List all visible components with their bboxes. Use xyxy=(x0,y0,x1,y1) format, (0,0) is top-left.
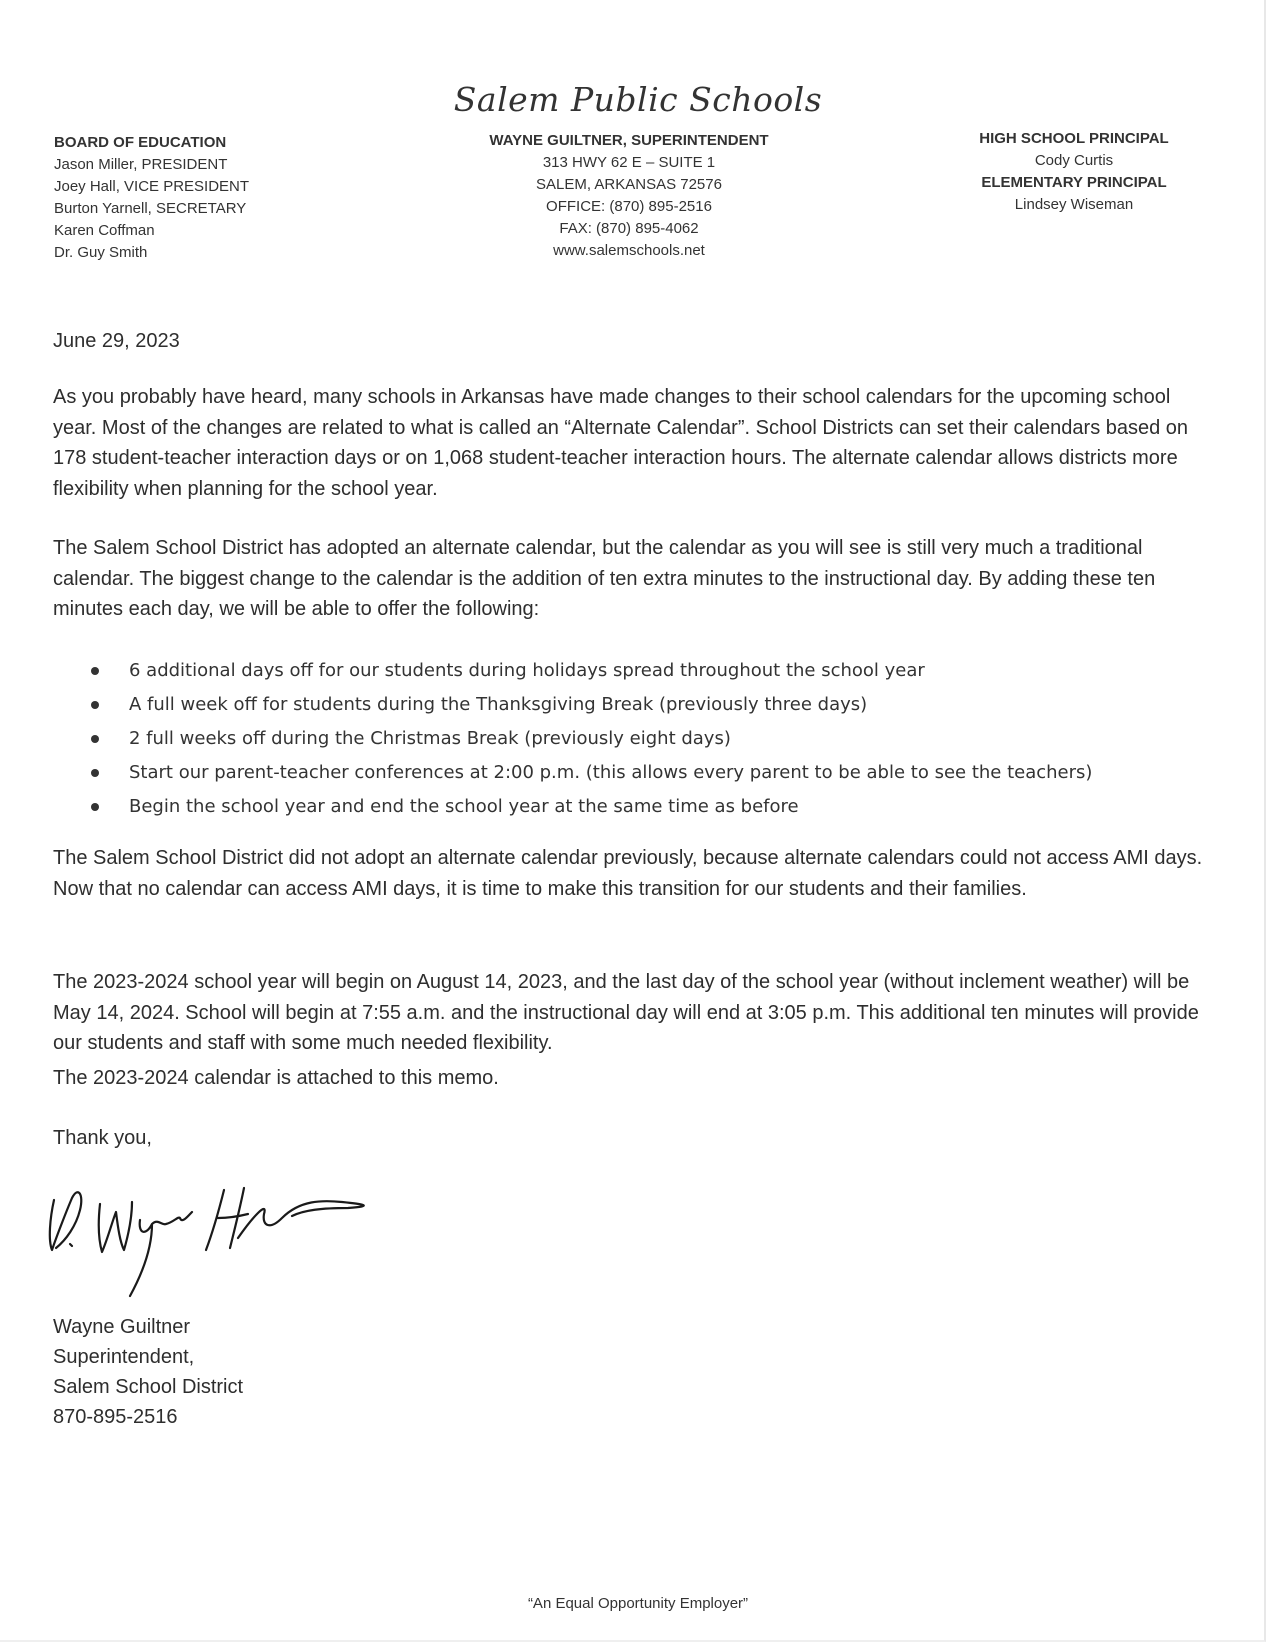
paragraph-calendar-attached: The 2023-2024 calendar is attached to this memo. xyxy=(53,1067,499,1089)
office-phone: OFFICE: (870) 895-2516 xyxy=(546,198,712,215)
paragraph-salem-adoption: The Salem School District has adopted an alternate calendar, but the calendar as you will see is still very much a traditional calendar. The biggest change to the calendar is the addition of ten extra minutes to the instructional day. By adding these ten minutes each day, we will be able to offer the following: xyxy=(53,537,1156,620)
board-member: Karen Coffman xyxy=(54,222,155,239)
board-member: Burton Yarnell, SECRETARY xyxy=(54,200,247,217)
list-item xyxy=(87,760,1092,794)
letter-date: June 29, 2023 xyxy=(53,330,180,352)
principals-column xyxy=(958,128,1190,216)
signer-block xyxy=(53,1312,243,1432)
closing: Thank you, xyxy=(53,1127,152,1149)
benefits-list xyxy=(87,658,1092,828)
website-link[interactable]: www.salemschools.net xyxy=(553,242,705,259)
bullet-icon xyxy=(91,701,99,709)
bullet-icon xyxy=(91,667,99,675)
paragraph-school-year-dates: The 2023-2024 school year will begin on August 14, 2023, and the last day of the school year (without inclement weather) will be May 14, 2024. School will begin at 7:55 a.m. and the instructional day will end at 3:05 p.m. This additional ten minutes will provide our students and staff with some much needed flexibility. xyxy=(53,971,1199,1054)
bullet-icon xyxy=(91,803,99,811)
bullet-icon xyxy=(91,769,99,777)
signer-name: Wayne Guiltner xyxy=(53,1316,191,1338)
list-item-text: 6 additional days off for our students during holidays spread throughout the school year xyxy=(129,660,925,681)
office-fax: FAX: (870) 895-4062 xyxy=(559,220,699,237)
paragraph-ami-days: The Salem School District did not adopt an alternate calendar previously, because alternate calendars could not access AMI days. Now that no calendar can access AMI days, it is time to make this transition for our students and their families. xyxy=(53,847,1203,900)
letterhead-title: Salem Public Schools xyxy=(453,80,823,119)
office-address-line: 313 HWY 62 E – SUITE 1 xyxy=(542,154,716,171)
signer-title: Superintendent, xyxy=(53,1346,195,1368)
list-item-text: Begin the school year and end the school year at the same time as before xyxy=(129,796,799,817)
signature xyxy=(42,1178,382,1308)
board-member: Dr. Guy Smith xyxy=(54,244,148,261)
superintendent-heading: WAYNE GUILTNER, SUPERINTENDENT xyxy=(489,132,769,149)
list-item xyxy=(87,726,1092,760)
office-address-line: SALEM, ARKANSAS 72576 xyxy=(536,176,722,193)
list-item xyxy=(87,692,1092,726)
list-item-text: Start our parent-teacher conferences at 2:00 p.m. (this allows every parent to be able to see the teachers) xyxy=(129,762,1093,783)
board-member: Joey Hall, VICE PRESIDENT xyxy=(54,178,250,195)
high-school-principal-name: Cody Curtis xyxy=(1034,152,1114,169)
superintendent-office-column xyxy=(455,130,803,262)
list-item-text: A full week off for students during the Thanksgiving Break (previously three days) xyxy=(129,694,868,715)
list-item xyxy=(87,658,1092,692)
signer-phone: 870-895-2516 xyxy=(53,1406,178,1428)
board-member: Jason Miller, PRESIDENT xyxy=(54,156,228,173)
board-of-education-column xyxy=(54,132,249,264)
elementary-principal-heading: ELEMENTARY PRINCIPAL xyxy=(981,174,1167,191)
bullet-icon xyxy=(91,735,99,743)
list-item-text: 2 full weeks off during the Christmas Break (previously eight days) xyxy=(129,728,731,749)
board-heading: BOARD OF EDUCATION xyxy=(54,134,227,151)
elementary-principal-name: Lindsey Wiseman xyxy=(1014,196,1134,213)
signer-organization: Salem School District xyxy=(53,1376,244,1398)
high-school-principal-heading: HIGH SCHOOL PRINCIPAL xyxy=(979,130,1169,147)
footer-equal-opportunity: “An Equal Opportunity Employer” xyxy=(527,1595,749,1612)
paragraph-alternate-calendar-intro: As you probably have heard, many schools in Arkansas have made changes to their school calendars for the upcoming school year. Most of the changes are related to what is called an “Alternate Calendar”. School Districts can set their calendars based on 178 student-teacher interaction days or on 1,068 student-teacher interaction hours. The alternate calendar allows districts more flexibility when planning for the school year. xyxy=(53,386,1189,500)
list-item xyxy=(87,794,1092,828)
